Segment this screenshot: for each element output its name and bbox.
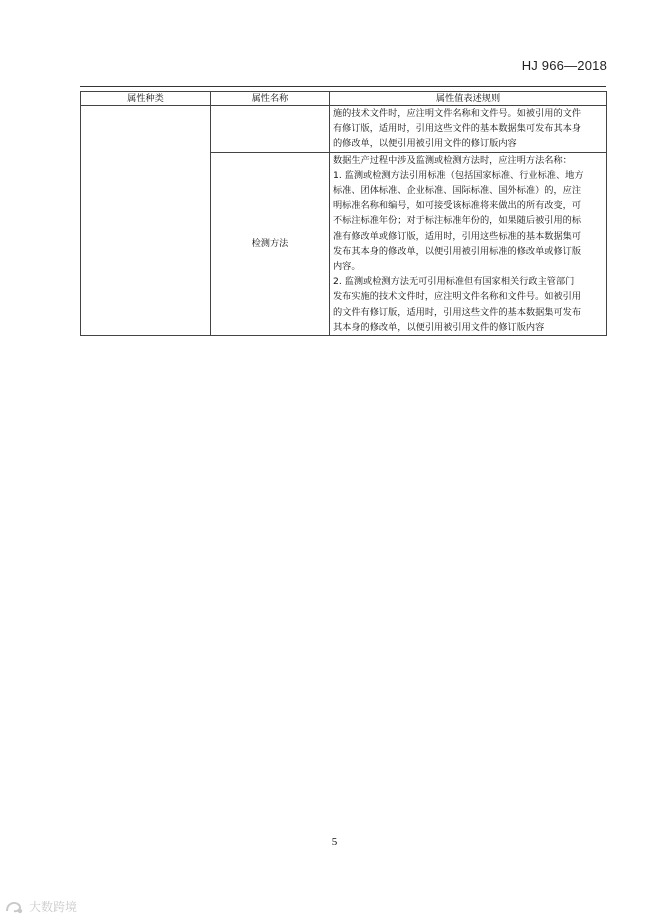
column-header-name: 属性名称 <box>211 92 330 106</box>
page-number: 5 <box>331 836 338 848</box>
header-rule <box>80 86 606 87</box>
rule-text-line: 内容。 <box>333 261 361 273</box>
rule-text-line: 施的技术文件时，应注明文件名称和文件号。如被引用的文件 <box>333 108 582 119</box>
logo-icon <box>4 899 26 915</box>
rule-text-line: 数据生产过程中涉及监测或检测方法时，应注明方法名称： <box>333 154 572 166</box>
rule-text-line: 其本身的修改单，以便引用被引用文件的修订版内容 <box>333 321 545 333</box>
document-code: HJ 966—2018 <box>521 58 607 73</box>
rule-text-line: 2. 监测或检测方法无可引用标准但有国家相关行政主管部门 <box>333 276 575 288</box>
attribute-rule-cell <box>330 152 607 335</box>
table-header-row <box>81 92 607 106</box>
rule-text-line: 的修改单，以便引用被引用文件的修订版内容 <box>333 138 517 150</box>
rule-text-line: 标准、团体标准、企业标准、国际标准、国外标准）的，应注 <box>333 185 582 197</box>
attribute-name-cell <box>211 106 330 153</box>
column-header-category: 属性种类 <box>81 92 211 106</box>
rule-text-line: 1. 监测或检测方法引用标准（包括国家标准、行业标准、地方 <box>333 169 584 181</box>
attribute-name-cell: 检测方法 <box>211 152 330 335</box>
column-header-rule: 属性值表述规则 <box>330 92 607 106</box>
attribute-category-cell <box>81 106 211 336</box>
rule-text-line: 的文件有修订版，适用时，引用这些文件的基本数据集可发布 <box>333 306 582 318</box>
watermark-text: 大数跨境 <box>29 900 78 914</box>
watermark <box>4 898 77 915</box>
rule-text-line: 准有修改单或修订版，适用时，引用这些标准的基本数据集可 <box>333 230 582 242</box>
rule-text-line: 不标注标准年份；对于标注标准年份的，如果随后被引用的标 <box>333 215 582 227</box>
attribute-rule-cell <box>330 106 607 153</box>
attribute-table <box>80 91 607 336</box>
table-row <box>81 106 607 153</box>
rule-text-line: 有修订版，适用时，引用这些文件的基本数据集可发布其本身 <box>333 123 582 135</box>
rule-text-line: 明标准名称和编号，如可接受该标准将来做出的所有改变，可 <box>333 200 582 212</box>
rule-text-line: 发布实施的技术文件时，应注明文件名称和文件号。如被引用 <box>333 291 582 303</box>
rule-text-line: 发布其本身的修改单，以便引用被引用标准的修改单或修订版 <box>333 245 582 257</box>
